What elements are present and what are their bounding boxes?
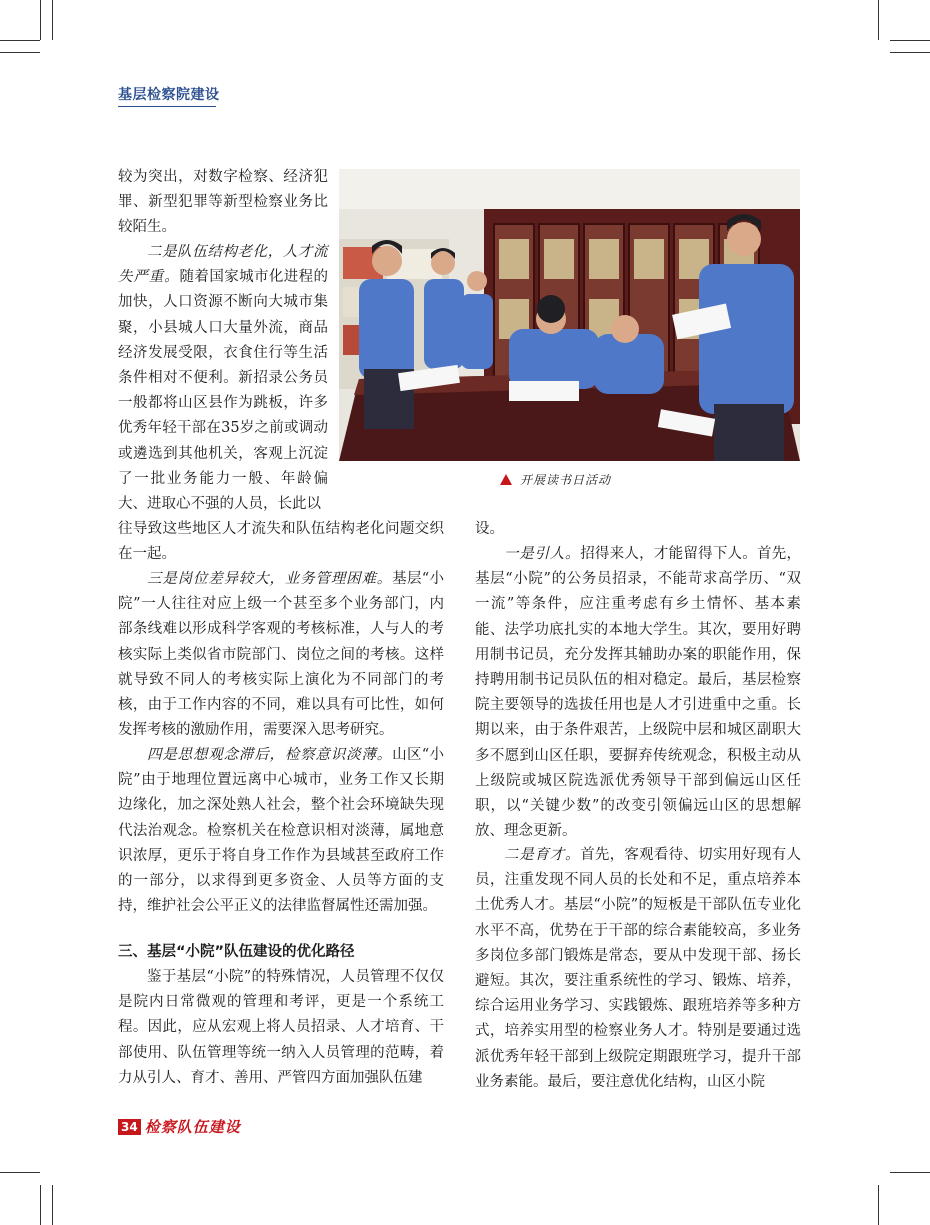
paragraph: 往导致这些地区人才流失和队伍结构老化问题交织在一起。 [118,521,444,563]
crop-mark [890,1172,930,1173]
section-heading: 三、基层“小院”队伍建设的优化路径 [118,944,355,960]
paragraph-lead: 三是岗位差异较大，业务管理困难。 [147,571,393,587]
crop-mark [40,0,41,40]
crop-mark [52,1185,53,1225]
paragraph: 鉴于基层“小院”的特殊情况，人员管理不仅仅是院内日常微观的管理和考评，更是一个系统工程。因此，应从宏观上将人员招录、人才培育、干部使用、队伍管理等统一纳入人员管理的范畴，着力从引人、育才、善用、严管四方面加强队伍建 [118,969,444,1086]
photo-caption [500,471,611,488]
running-header: 基层检察院建设 [118,87,220,103]
paragraph-lead: 一是引人。 [504,546,581,562]
header-rule [118,106,216,107]
paragraph: 二是队伍结构老化，人才流失严重。随着国家城市化进程的加快，人口资源不断向大城市集聚，小县城人口大量外流，商品经济发展受限，衣食住行等生活条件相对不便利。新招录公务员一般都将山区县作为跳板，许多优秀年轻干部在35岁之前或调动或遴选到其他机关，客观上沉淀了一批业务能力一般、年龄偏大、进取心不强的人员，长此以 [118,244,329,513]
caption-triangle-icon [500,474,512,485]
footer [118,1116,241,1137]
paragraph: 设。 [475,521,504,537]
paragraph-lead: 四是思想观念滞后，检察意识淡薄。 [147,747,393,763]
footer-brand: 检察队伍建设 [144,1118,241,1136]
crop-mark [52,0,53,40]
paragraph-lead: 二是队伍结构老化，人才流失严重。 [118,244,328,286]
photo-reading-day [339,169,800,461]
caption-text: 开展读书日活动 [520,473,612,487]
crop-mark [878,1185,879,1225]
paragraph-lead: 二是育才。 [504,847,581,863]
paragraph: 较为突出，对数字检察、经济犯罪、新型犯罪等新型检察业务比较陌生。 [118,169,328,236]
crop-mark [890,52,930,53]
crop-mark [40,1185,41,1225]
paragraph: 四是思想观念滞后，检察意识淡薄。山区“小院”由于地理位置远离中心城市，业务工作又长期边缘化，加之深处熟人社会，整个社会环境缺失现代法治观念。检察机关在检意识相对淡薄，属地意识浓厚，更乐于将自身工作作为县域甚至政府工作的一部分，以求得到更多资金、人员等方面的支持，维护社会公平正义的法律监督属性还需加强。 [118,747,444,915]
paragraph: 三是岗位差异较大，业务管理困难。基层“小院”一人往往对应上级一个甚至多个业务部门，内部条线难以形成科学客观的考核标准，人与人的考核实际上类似省市院部门、岗位之间的考核。这样就导致不同人的考核实际上演化为不同部门的考核，由于工作内容的不同，难以具有可比性，如何发挥考核的激励作用，需要深入思考研究。 [118,571,444,739]
page-number: 34 [118,1119,141,1135]
paragraph: 一是引人。招得来人，才能留得下人。首先，基层“小院”的公务员招录，不能苛求高学历、“双一流”等条件，应注重考虑有乡土情怀、基本素能、法学功底扎实的本地大学生。其次，要用好聘用制书记员，充分发挥其辅助办案的职能作用，保持聘用制书记员队伍的相对稳定。最后，基层检察院主要领导的选拔任用也是人才引进重中之重。长期以来，由于条件艰苦，上级院中层和城区副职大多不愿到山区任职，要摒弃传统观念，积极主动从上级院或城区院选派优秀领导干部到偏远山区任职，以“关键少数”的改变引领偏远山区的思想解放、理念更新。 [475,546,802,840]
crop-mark [878,0,879,40]
paragraph: 二是育才。首先，客观看待、切实用好现有人员，注重发现不同人员的长处和不足，重点培养本土优秀人才。基层“小院”的短板是干部队伍专业化水平不高，优势在于干部的综合素能较高，多业务多岗位多部门锻炼是常态，要从中发现干部、扬长避短。其次，要注重系统性的学习、锻炼、培养，综合运用业务学习、实践锻炼、跟班培养等多种方式，培养实用型的检察业务人才。特别是要通过选派优秀年轻干部到上级院定期跟班学习，提升干部业务素能。最后，要注意优化结构，山区小院 [475,847,802,1090]
crop-mark [890,40,930,41]
crop-mark [0,1172,40,1173]
crop-mark [0,40,40,41]
crop-mark [0,52,40,53]
